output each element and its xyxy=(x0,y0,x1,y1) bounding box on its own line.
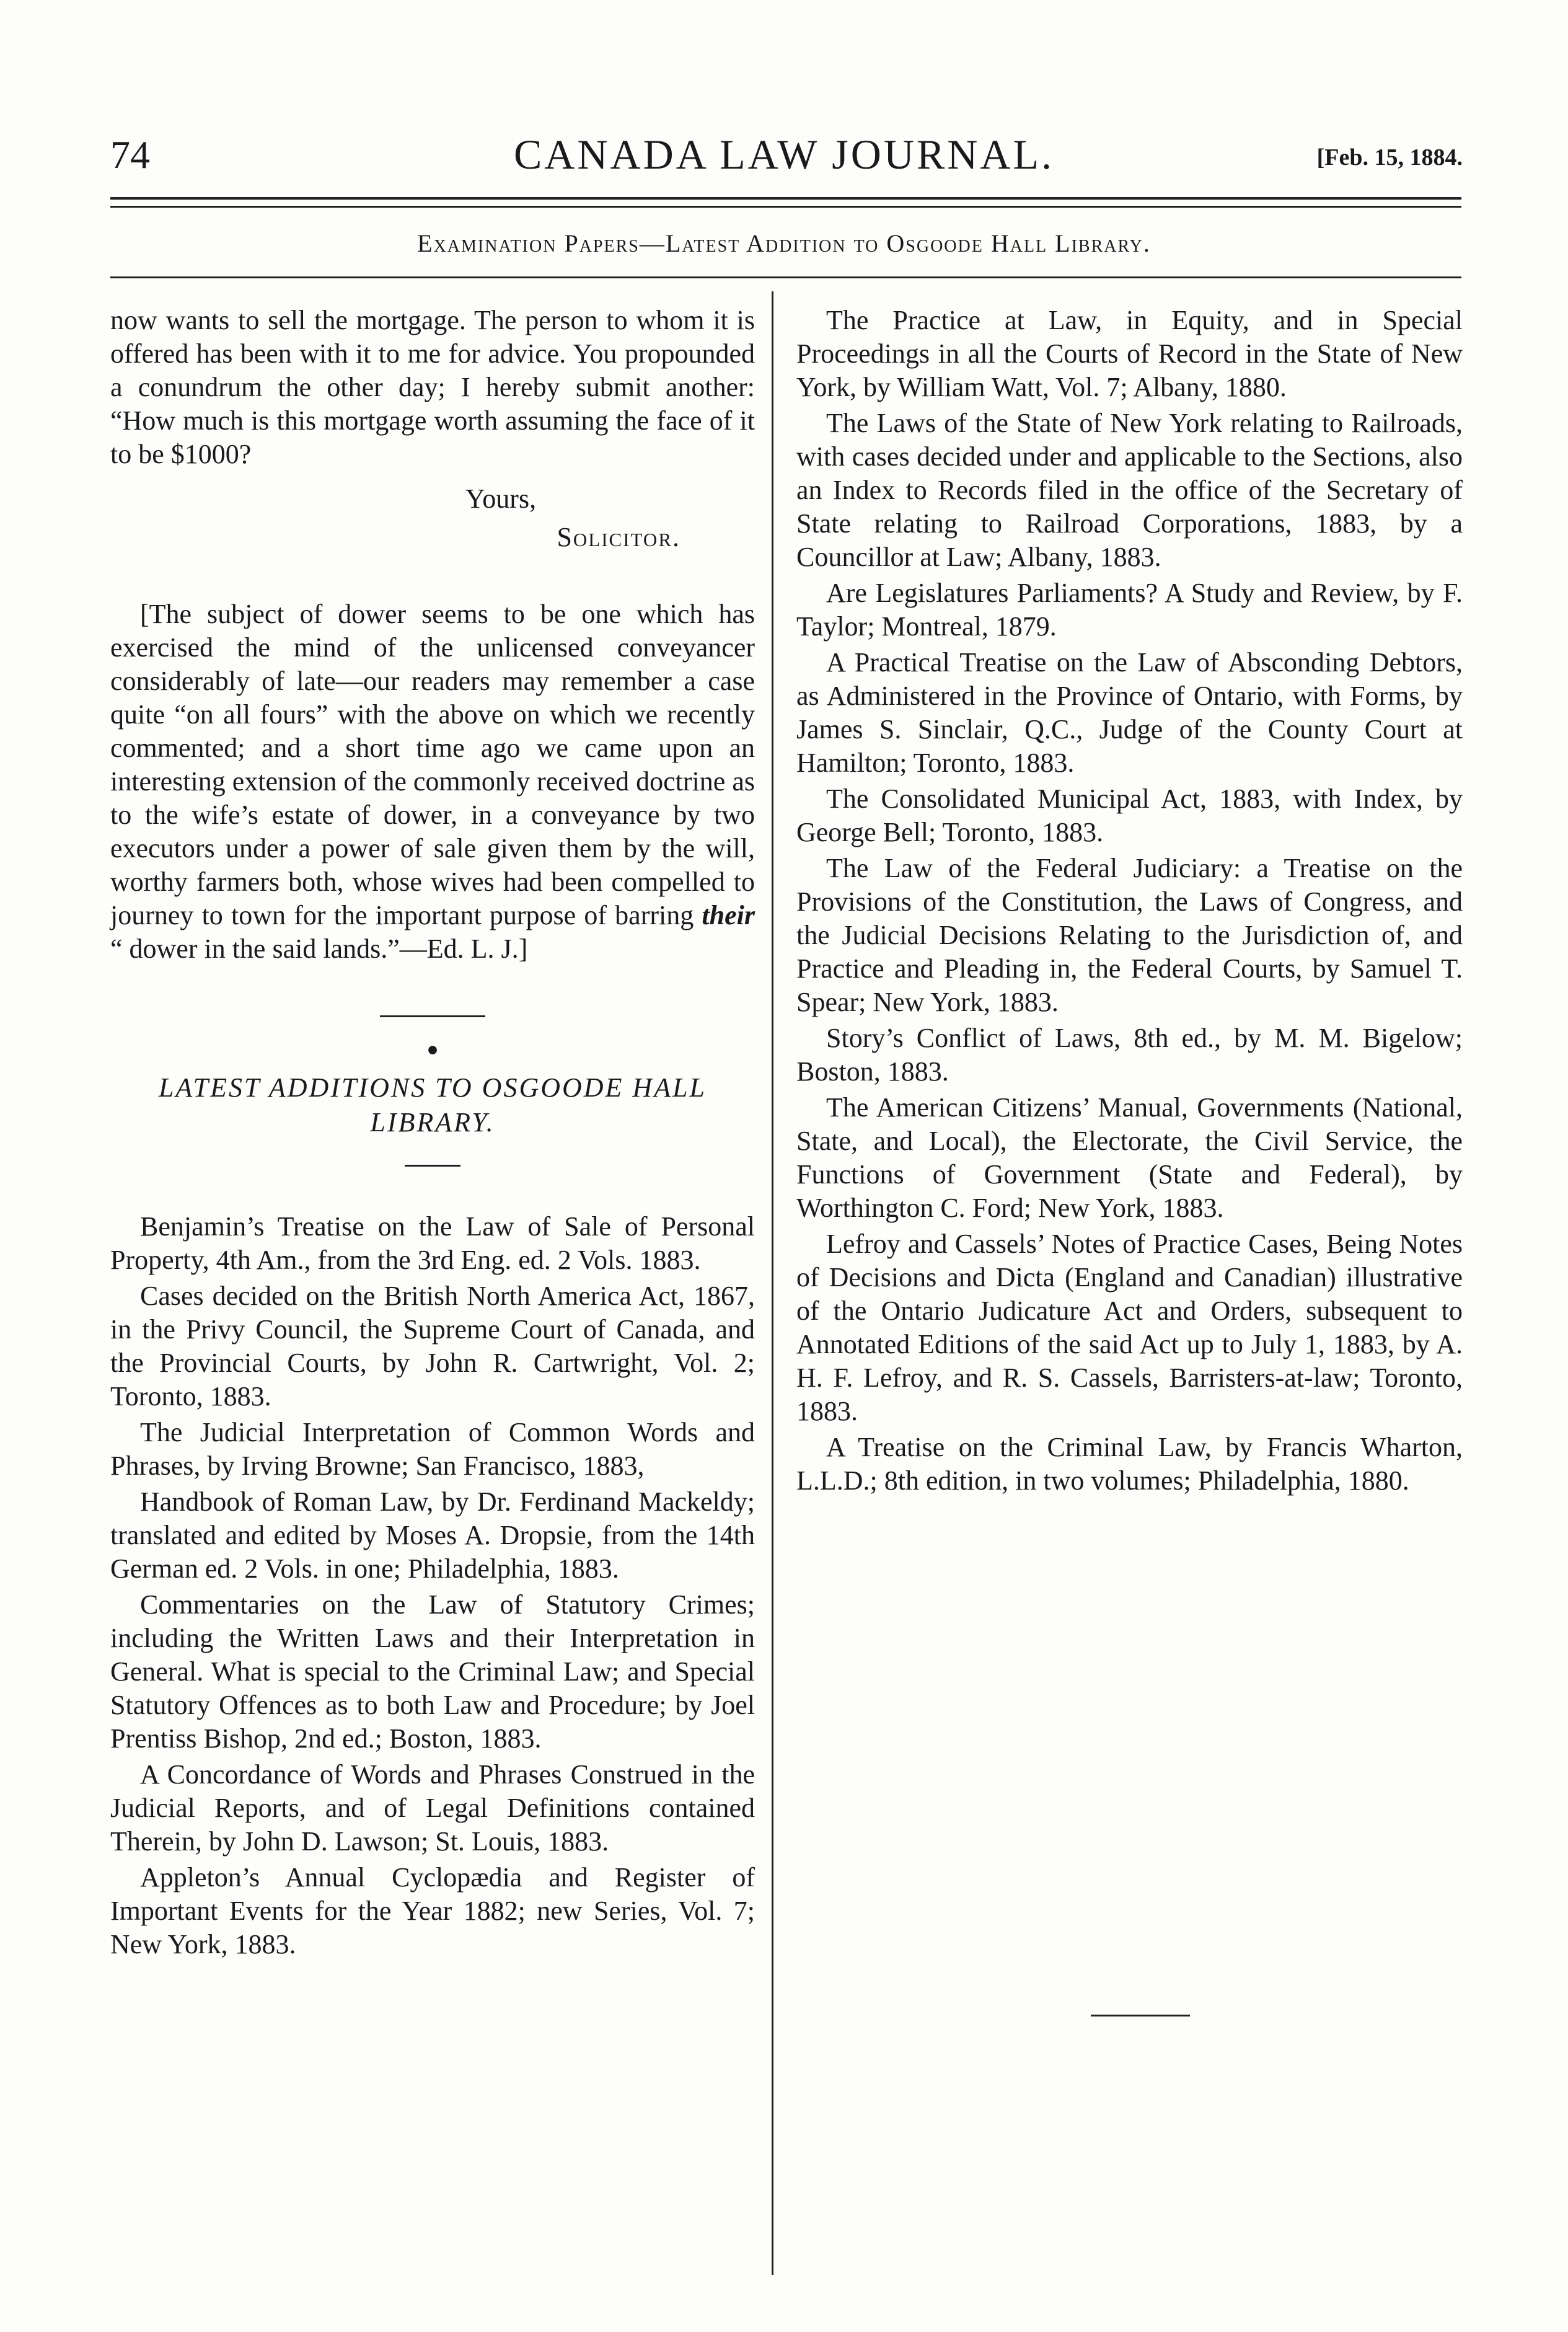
library-entry: The Consolidated Municipal Act, 1883, with Index, by George Bell; Toronto, 1883. xyxy=(796,784,1463,847)
library-entry: A Concordance of Words and Phrases Construed in the Judicial Reports, and of Legal Definitions contained Therein, by John D. Lawson; St. Louis, 1883. xyxy=(110,1759,755,1857)
header-rule-secondary xyxy=(110,206,1461,208)
editor-note-italic: their xyxy=(702,900,755,930)
header-rule xyxy=(110,197,1461,200)
library-entry: A Practical Treatise on the Law of Absconding Debtors, as Administered in the Province of Ontario, with Forms, by James S. Sinclair, Q.C., Judge of the County Court at Hamilton; Toronto, 1883. xyxy=(796,647,1463,778)
library-entry: Appleton’s Annual Cyclopædia and Register of Important Events for the Year 1882; new Series, Vol. 7; New York, 1883. xyxy=(110,1862,755,1959)
section-rule xyxy=(110,276,1461,278)
library-entry: Handbook of Roman Law, by Dr. Ferdinand Mackeldy; translated and edited by Moses A. Dropsie, from the 14th German ed. 2 Vols. in one; Philadelphia, 1883. xyxy=(110,1486,755,1584)
library-entry: Commentaries on the Law of Statutory Crimes; including the Written Laws and their Interpretation in General. What is special to the Criminal Law; and Special Statutory Offences as to both Law and Procedure; by Joel Prentiss Bishop, 2nd ed.; Boston, 1883. xyxy=(110,1589,755,1754)
library-entry: The American Citizens’ Manual, Governments (National, State, and Local), the Electorate, the Civil Service, the Functions of Government (State and Federal), by Worthington C. Ford; New York, 1883. xyxy=(796,1092,1463,1223)
letter-paragraph: now wants to sell the mortgage. The person to whom it is offered has been with it to me for advice. You propounded a conundrum the other day; I hereby submit another: “How much is this mortgage worth assuming the face of it to be $1000? xyxy=(110,305,755,469)
separator-rule xyxy=(380,1015,485,1017)
letter-signature: Solicitor. xyxy=(557,522,680,552)
library-entry: The Law of the Federal Judiciary: a Treatise on the Provisions of the Constitution, the Laws of Congress, and the Judicial Decisions Relating to the Jurisdiction of, and Practice and Pleading in, the Federal Courts, by Samuel T. Spear; New York, 1883. xyxy=(796,853,1463,1017)
section-heading: Examination Papers—Latest Addition to Osgoode Hall Library. xyxy=(417,229,1151,257)
right-column xyxy=(796,304,1463,1500)
library-entry: Story’s Conflict of Laws, 8th ed., by M. M. Bigelow; Boston, 1883. xyxy=(796,1023,1463,1087)
issue-date: [Feb. 15, 1884. xyxy=(1316,144,1463,170)
library-entry: Are Legislatures Parliaments? A Study and Review, by F. Taylor; Montreal, 1879. xyxy=(796,578,1463,642)
end-rule xyxy=(1091,2015,1190,2016)
library-entry: Cases decided on the British North America Act, 1867, in the Privy Council, the Supreme Court of Canada, and the Provincial Courts, by John R. Cartwright, Vol. 2; Toronto, 1883. xyxy=(110,1281,755,1411)
journal-title: CANADA LAW JOURNAL. xyxy=(513,131,1055,178)
editor-note xyxy=(110,598,755,966)
title-rule xyxy=(405,1165,460,1167)
dot-ornament: ● xyxy=(426,1038,439,1060)
library-entry: The Judicial Interpretation of Common Words and Phrases, by Irving Browne; San Francisco, 1883, xyxy=(110,1417,755,1481)
library-entry: The Practice at Law, in Equity, and in Special Proceedings in all the Courts of Record in the State of New York, by William Watt, Vol. 7; Albany, 1880. xyxy=(796,305,1463,402)
editor-note-text: [The subject of dower seems to be one which has exercised the mind of the unlicensed conveyancer considerably of late—our readers may remember a case quite “on all fours” with the above on which we recently commented; and a short time ago we came upon an interesting extension of the commonly received doctrine as to the wife’s estate of dower, in a conveyance by two executors under a power of sale given them by the will, worthy farmers both, whose wives had been compelled to journey to town for the important purpose of barring xyxy=(110,599,755,930)
letter-signoff: Yours, xyxy=(465,484,537,514)
library-entry: The Laws of the State of New York relating to Railroads, with cases decided under and applicable to the Sections, also an Index to Records filed in the office of the Secretary of State relating to Railroad Corporations, 1883, by a Councillor at Law; Albany, 1883. xyxy=(796,408,1463,572)
left-column xyxy=(110,304,755,1964)
column-divider xyxy=(772,291,773,2275)
library-entry: Lefroy and Cassels’ Notes of Practice Cases, Being Notes of Decisions and Dicta (England and Canadian) illustrative of the Ontario Judicature Act and Orders, subsequent to Annotated Editions of the said Act up to July 1, 1883, by A. H. F. Lefroy, and R. S. Cassels, Barristers-at-law; Toronto, 1883. xyxy=(796,1229,1463,1426)
page-number: 74 xyxy=(110,133,150,177)
library-entry: Benjamin’s Treatise on the Law of Sale of Personal Property, 4th Am., from the 3rd Eng. ed. 2 Vols. 1883. xyxy=(110,1211,755,1275)
editor-note-end: “ dower in the said lands.”—Ed. L. J.] xyxy=(110,934,528,964)
library-entry: A Treatise on the Criminal Law, by Francis Wharton, L.L.D.; 8th edition, in two volumes; Philadelphia, 1880. xyxy=(796,1432,1463,1496)
list-title: LATEST ADDITIONS TO OSGOODE HALL LIBRARY. xyxy=(158,1072,707,1137)
